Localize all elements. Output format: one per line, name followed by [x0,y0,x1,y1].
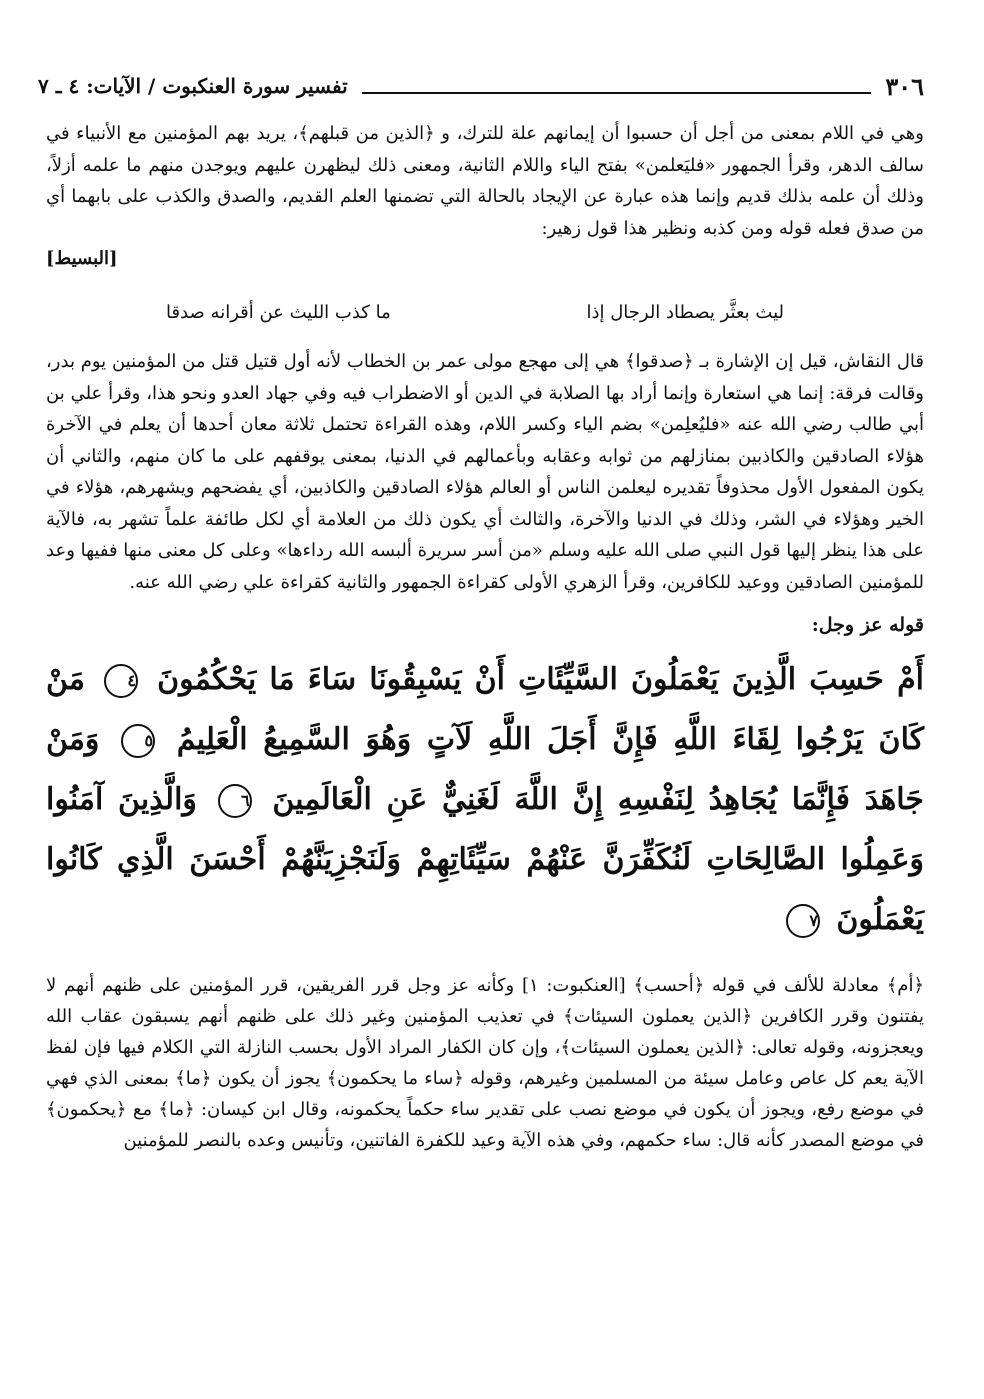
ayah-marker-4: ٤ [104,664,138,698]
quran-segment-2: مَنْ كَانَ يَرْجُوا لِقَاءَ اللَّهِ فَإِنَّ أَجَلَ اللَّهِ لَآتٍ وَهُوَ السَّمِيعُ الْعَلِيمُ [46,662,925,757]
section-heading: قوله عز وجل: [811,614,924,636]
quran-passage [46,650,924,950]
quran-segment-4: وَالَّذِينَ آمَنُوا وَعَمِلُوا الصَّالِحَاتِ لَنُكَفِّرَنَّ عَنْهُمْ سَيِّئَاتِهِمْ وَلَنَجْزِيَنَّهُمْ أَحْسَنَ الَّذِي كَانُوا يَعْمَلُونَ [46,782,924,937]
paragraph-2: قال النقاش، قيل إن الإشارة بـ ﴿صدقوا﴾ هي إلى مهجع مولى عمر بن الخطاب لأنه أول قتيل قتل من المؤمنين يوم بدر، وقالت فرقة: إنما هي استعارة وإنما أراد بها الصلابة في الدين أو الاضطراب فيه وفي جهاد العدو ونحو هذا، وقرأ علي بن أبي طالب رضي الله عنه «فليُعلِمن» بضم الياء وكسر اللام، وهذه القراءة تحتمل ثلاثة معان أحدها أن يعلم في الآخرة هؤلاء الصادقين والكاذبين بمنازلهم من ثوابه وعقابه وبأعمالهم في الدنيا، بمعنى يوقفهم على ما كان منهم، والثاني أن يكون المفعول الأول محذوفاً تقديره ليعلمن الناس أو العالم هؤلاء الصادقين والكاذبين، أي يفضحهم ويشهرهم، هؤلاء في الخير وهؤلاء في الشر، وذلك في الدنيا والآخرة، والثالث أي يكون ذلك من العلامة أي لكل طائفة علماً تشهر به، فالآية على هذا ينظر إليها قول النبي صلى الله عليه وسلم «من أسر سريرة ألبسه الله رداءها» وعلى كل معنى منها ففيها وعد للمؤمنين الصادقين ووعيد للكافرين، وقرأ الزهري الأولى كقراءة الجمهور والثانية كقراءة علي رضي الله عنه. [46,351,924,593]
quran-segment-1: أَمْ حَسِبَ الَّذِينَ يَعْمَلُونَ السَّيِّئَاتِ أَنْ يَسْبِقُونَا سَاءَ مَا يَحْكُمُونَ [157,662,924,697]
poem-hemistich-1: ليث بعثَّر يصطاد الرجال إذا [586,302,784,323]
poem-verse [46,298,924,328]
ayah-marker-5: ٥ [121,724,155,758]
page-body [46,118,924,1156]
paragraph-1: وهي في اللام بمعنى من أجل أن حسبوا أن إيمانهم علة للترك، و ﴿الذين من قبلهم﴾، يريد بهم المؤمنين مع الأنبياء في سالف الدهر، وقرأ الجمهور «فليَعلمن» بفتح الياء واللام الثانية، ومعنى ذلك ليظهرن عليهم ويوجدن منهم ما علمه أزلاً، وذلك أن علمه بذلك قديم وإنما هذه عبارة عن الإيجاد بالحالة التي تضمنها العلم القديم، والصدق والكذب على بابهما أي من صدق فعله قوله ومن كذبه ونظير هذا قول زهير: [46,123,924,239]
page-number: ٣٠٦ [885,71,924,101]
running-header [38,66,924,106]
header-rule [362,92,872,94]
ayah-marker-6: ٦ [218,784,252,818]
running-title: تفسير سورة العنكبوت / الآيات: ٤ ـ ٧ [38,74,348,98]
ayah-marker-7: ٧ [786,904,820,938]
poem-hemistich-2: ما كذب الليث عن أقرانه صدقا [166,302,391,323]
meter-label: [البسيط] [46,248,118,269]
commentary-paragraph: ﴿أم﴾ معادلة للألف في قوله ﴿أحسب﴾ [العنكبوت: ١] وكأنه عز وجل قرر الفريقين، قرر المؤمنين على ظنهم أنهم لا يفتنون وقرر الكافرين ﴿الذين يعملون السيئات﴾ في تعذيب المؤمنين وغير ذلك على ظنهم أنهم يسبقون عقاب الله ويعجزونه، وقوله تعالى: ﴿الذين يعملون السيئات﴾، وإن كان الكفار المراد الأول بحسب النازلة التي الكلام فيها فإن لفظ الآية يعم كل عاص وعامل سيئة من المسلمين وغيرهم، وقوله ﴿ساء ما يحكمون﴾ يجوز أن يكون ﴿ما﴾ بمعنى الذي فهي في موضع رفع، ويجوز أن يكون في موضع نصب على تقدير ساء حكماً يحكمونه، وقال ابن كيسان: ﴿ما﴾ مع ﴿يحكمون﴾ في موضع المصدر كأنه قال: ساء حكمهم، وفي هذه الآية وعيد للكفرة الفاتنين، وتأنيس وعده بالنصر للمؤمنين [46,975,925,1151]
quran-segment-3: وَمَنْ جَاهَدَ فَإِنَّمَا يُجَاهِدُ لِنَفْسِهِ إِنَّ اللَّهَ لَغَنِيٌّ عَنِ الْعَالَمِينَ [46,722,924,817]
